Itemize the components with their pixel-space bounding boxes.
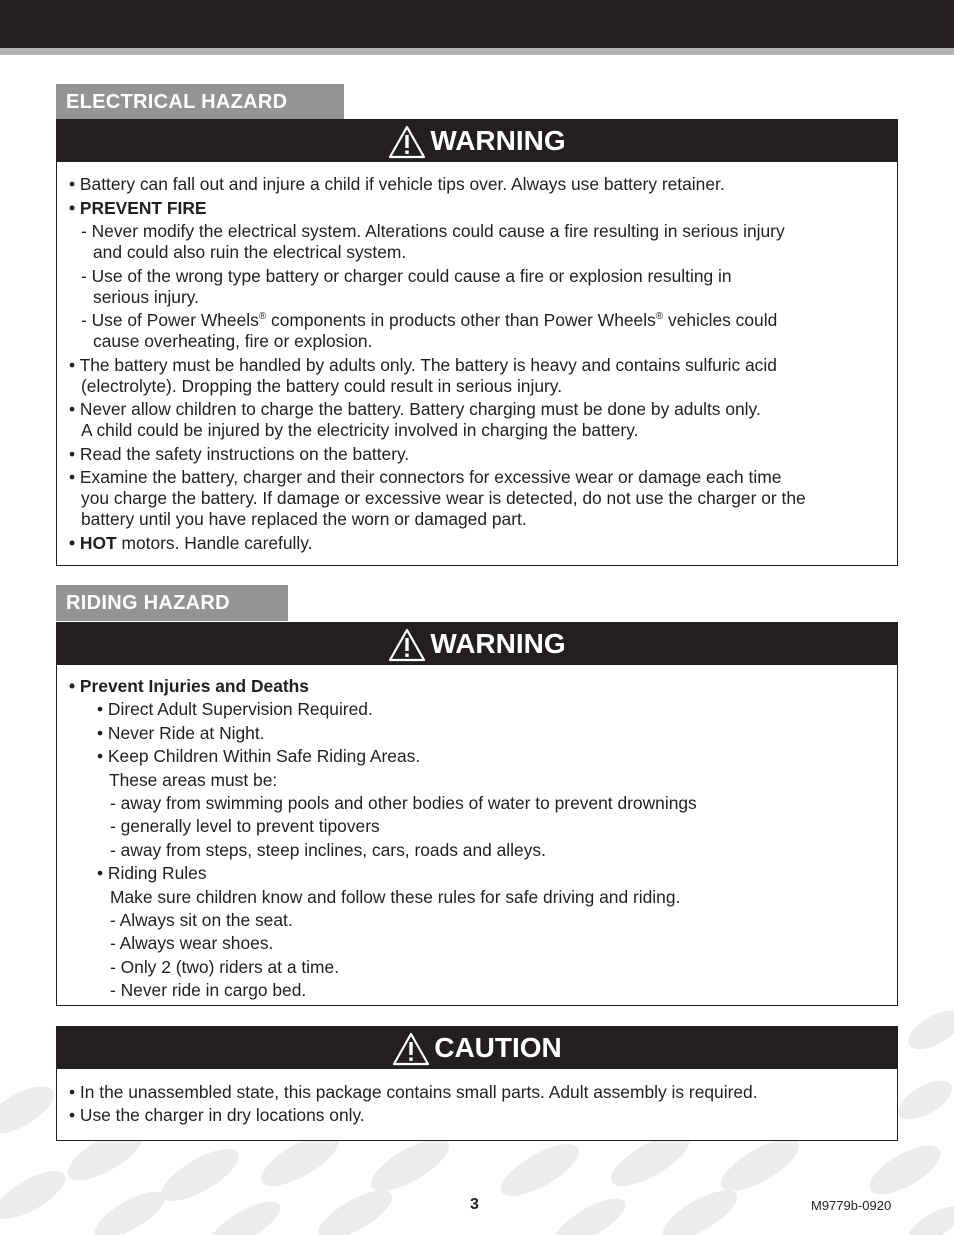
list-item: • Direct Adult Supervision Required. xyxy=(97,699,373,720)
riding-body xyxy=(57,665,897,1003)
caution-body xyxy=(57,1069,897,1127)
list-item: • In the unassembled state, this package contains small parts. Adult assembly is required. xyxy=(69,1082,758,1102)
list-item: - Always sit on the seat. xyxy=(110,910,293,931)
list-item: • Use the charger in dry locations only. xyxy=(69,1105,365,1125)
list-item: cause overheating, fire or explosion. xyxy=(93,331,373,351)
list-item: • Never allow children to charge the battery. Battery charging must be done by adults only. xyxy=(69,399,761,419)
list-item: • Examine the battery, charger and their connectors for excessive wear or damage each time xyxy=(69,467,782,487)
list-item: • Riding Rules xyxy=(97,863,207,884)
list-item: • Keep Children Within Safe Riding Areas. xyxy=(97,746,421,767)
caution-title: CAUTION xyxy=(434,1032,562,1063)
list-item: - Never modify the electrical system. Alterations could cause a fire resulting in serious injury xyxy=(81,221,785,241)
list-item: • The battery must be handled by adults only. The battery is heavy and contains sulfuric acid xyxy=(69,354,777,375)
list-item: you charge the battery. If damage or excessive wear is detected, do not use the charger or the xyxy=(81,488,806,508)
list-item: - generally level to prevent tipovers xyxy=(110,816,380,837)
list-item: battery until you have replaced the worn or damaged part. xyxy=(81,509,527,529)
list-item: - Always wear shoes. xyxy=(110,933,274,954)
page-number: 3 xyxy=(470,1196,479,1213)
caution-box xyxy=(56,1026,898,1141)
electrical-warning-box xyxy=(56,119,898,566)
warning-triangle-icon xyxy=(388,628,426,662)
warning-header xyxy=(57,120,897,162)
list-item: Make sure children know and follow these rules for safe driving and riding. xyxy=(110,886,681,907)
list-item: - Use of the wrong type battery or charger could cause a fire or explosion resulting in xyxy=(81,265,732,286)
list-item: • PREVENT FIRE xyxy=(69,197,207,218)
list-item: serious injury. xyxy=(93,286,199,307)
warning-title: WARNING xyxy=(430,628,566,659)
warning-header xyxy=(57,623,897,665)
list-item: - Only 2 (two) riders at a time. xyxy=(110,956,340,977)
list-item: - Use of Power Wheels® components in products other than Power Wheels® vehicles could xyxy=(81,310,778,330)
warning-title: WARNING xyxy=(430,125,566,156)
list-item: and could also ruin the electrical system. xyxy=(93,242,407,262)
electrical-hazard-tab: ELECTRICAL HAZARD xyxy=(56,84,344,120)
warning-triangle-icon xyxy=(388,125,426,159)
list-item: • Never Ride at Night. xyxy=(97,722,265,743)
caution-header xyxy=(57,1027,897,1069)
document-code: M9779b-0920 xyxy=(811,1198,892,1213)
list-item: • HOT motors. Handle carefully. xyxy=(69,532,313,553)
list-item: (electrolyte). Dropping the battery could result in serious injury. xyxy=(81,375,563,396)
list-item: • Battery can fall out and injure a child if vehicle tips over. Always use battery retainer. xyxy=(69,174,725,194)
electrical-body xyxy=(57,162,897,554)
list-item: A child could be injured by the electricity involved in charging the battery. xyxy=(81,420,639,440)
riding-warning-box xyxy=(56,622,898,1006)
warning-triangle-icon xyxy=(392,1032,430,1066)
list-item: These areas must be: xyxy=(109,769,278,790)
list-item: - away from steps, steep inclines, cars, roads and alleys. xyxy=(110,839,546,860)
list-item: - away from swimming pools and other bodies of water to prevent drownings xyxy=(110,793,697,814)
list-item: • Read the safety instructions on the battery. xyxy=(69,443,410,464)
list-item: • Prevent Injuries and Deaths xyxy=(69,676,309,696)
list-item: - Never ride in cargo bed. xyxy=(110,980,307,1001)
riding-hazard-tab: RIDING HAZARD xyxy=(56,585,288,621)
